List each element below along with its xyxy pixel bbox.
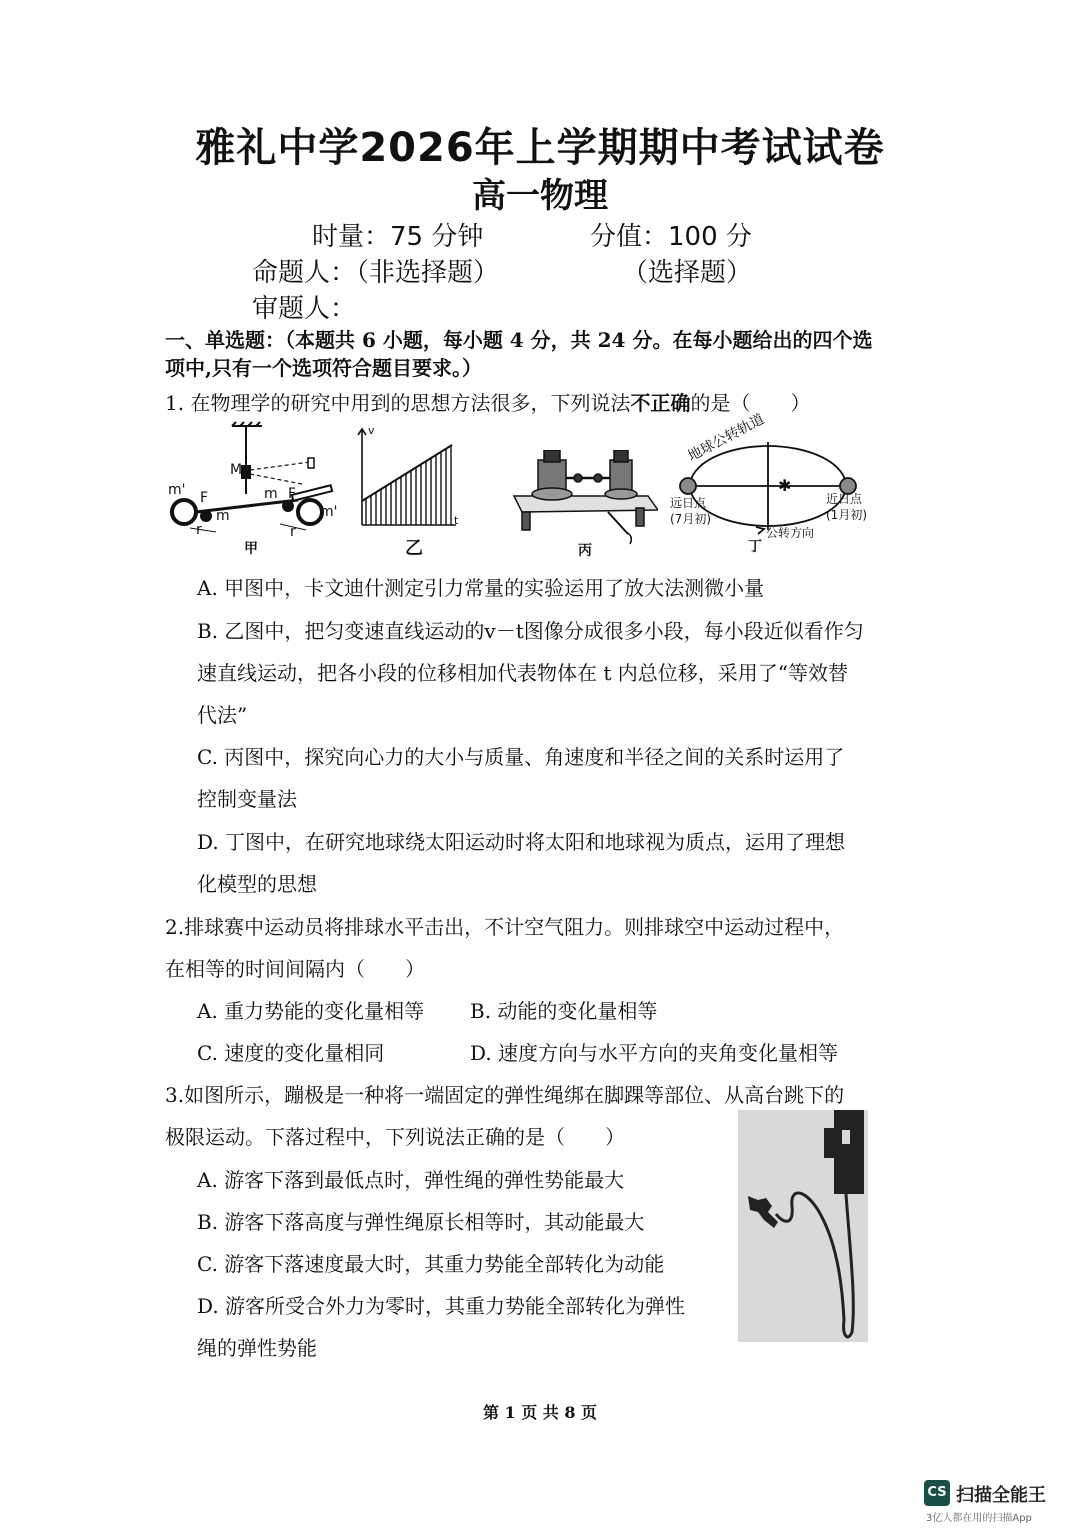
question-1-option-b-line3: 代法” bbox=[197, 703, 248, 727]
question-1-option-d-line1: D. 丁图中，在研究地球绕太阳运动时将太阳和地球视为质点，运用了理想 bbox=[197, 830, 846, 854]
exam-total-score: 分值：100 分 bbox=[590, 222, 752, 252]
figure-jia-force-right: F bbox=[288, 486, 297, 502]
question-2-option-b: B. 动能的变化量相等 bbox=[470, 999, 658, 1023]
figure-bing-centripetal-apparatus bbox=[508, 450, 658, 550]
figure-jia-force-left: F bbox=[200, 490, 209, 506]
figure-yi-axis-v: v bbox=[368, 424, 375, 437]
camscanner-logo-icon: CS bbox=[924, 1480, 950, 1506]
question-3-stem-line2: 极限运动。下落过程中，下列说法正确的是（ ） bbox=[165, 1125, 625, 1149]
question-1-option-c-line2: 控制变量法 bbox=[197, 787, 297, 811]
question-2-option-d: D. 速度方向与水平方向的夹角变化量相等 bbox=[470, 1041, 839, 1065]
figure-ding-perihelion-time: (1月初) bbox=[826, 508, 867, 522]
exam-subject: 高一物理 bbox=[472, 176, 608, 216]
camscanner-slogan: 3亿人都在用的扫描App bbox=[926, 1513, 1032, 1524]
question-2-option-a: A. 重力势能的变化量相等 bbox=[197, 999, 425, 1023]
question-1-option-a: A. 甲图中，卡文迪什测定引力常量的实验运用了放大法测微小量 bbox=[197, 576, 765, 600]
question-1-stem bbox=[165, 387, 810, 416]
figure-ding-orbit-label: 地球公转轨道 bbox=[685, 411, 768, 465]
question-1-stem-a: 1. 在物理学的研究中用到的思想方法很多，下列说法 bbox=[165, 391, 631, 415]
figure-ding-perihelion: 近日点 bbox=[826, 492, 863, 506]
exam-reviewer: 审题人： bbox=[252, 294, 357, 324]
figure-jia-radius-right: r bbox=[290, 524, 296, 540]
question-1-option-b-line1: B. 乙图中，把匀变速直线运动的v－t图像分成很多小段，每小段近似看作匀 bbox=[197, 619, 864, 643]
figure-ding-aphelion: 远日点 bbox=[670, 496, 707, 510]
exam-setter: 命题人：（非选择题） bbox=[252, 258, 500, 288]
figure-ding-direction: 公转方向 bbox=[766, 526, 815, 540]
exam-duration: 时量：75 分钟 bbox=[312, 222, 484, 252]
question-3-option-c: C. 游客下落速度最大时，其重力势能全部转化为动能 bbox=[197, 1252, 665, 1276]
figure-yi-label: 乙 bbox=[405, 538, 423, 559]
question-3-option-b: B. 游客下落高度与弹性绳原长相等时，其动能最大 bbox=[197, 1210, 645, 1234]
question-3-option-d-line2: 绳的弹性势能 bbox=[197, 1336, 317, 1360]
figure-jia-mass-small-right: m bbox=[264, 486, 278, 502]
figure-ding-label: 丁 bbox=[748, 539, 762, 555]
question-1-stem-emphasis: 不正确 bbox=[630, 391, 691, 415]
figure-jia-radius-left: r bbox=[196, 522, 202, 538]
section-heading-line2: 项中,只有一个选项符合题目要求。） bbox=[165, 356, 482, 380]
question-2-option-c: C. 速度的变化量相同 bbox=[197, 1041, 385, 1065]
figure-jia-label: 甲 bbox=[244, 541, 258, 557]
page-number: 第 1 页 共 8 页 bbox=[482, 1403, 598, 1422]
camscanner-name: 扫描全能王 bbox=[956, 1485, 1046, 1506]
figure-yi-axis-t: t bbox=[454, 514, 459, 527]
svg-text:✱: ✱ bbox=[778, 476, 792, 495]
figure-jia-mass-small-left: m bbox=[216, 508, 230, 524]
figure-jia-mass-big-left: m' bbox=[168, 482, 186, 498]
question-3-option-d-line1: D. 游客所受合外力为零时，其重力势能全部转化为弹性 bbox=[197, 1294, 686, 1318]
question-1-stem-b: 的是（ ） bbox=[690, 391, 811, 415]
figure-jia-mass-big-right: m' bbox=[320, 504, 338, 520]
question-2-stem-line1: 2.排球赛中运动员将排球水平击出，不计空气阻力。则排球空中运动过程中， bbox=[165, 915, 845, 939]
figure-bing-label: 丙 bbox=[578, 543, 592, 559]
question-1-option-c-line1: C. 丙图中，探究向心力的大小与质量、角速度和半径之间的关系时运用了 bbox=[197, 745, 845, 769]
figure-yi-vt-graph bbox=[352, 425, 462, 530]
section-heading-line1: 一、单选题：（本题共 6 小题，每小题 4 分，共 24 分。在每小题给出的四个选 bbox=[165, 328, 873, 352]
figure-jia-mirror-M: M bbox=[230, 462, 243, 478]
question-3-stem-line1: 3.如图所示，蹦极是一种将一端固定的弹性绳绑在脚踝等部位、从高台跳下的 bbox=[165, 1083, 845, 1107]
question-1-option-d-line2: 化模型的思想 bbox=[197, 872, 317, 896]
question-2-stem-line2: 在相等的时间间隔内（ ） bbox=[165, 957, 425, 981]
question-1-option-b-line2: 速直线运动，把各小段的位移相加代表物体在 t 内总位移，采用了“等效替 bbox=[197, 661, 848, 685]
exam-title: 雅礼中学2026年上学期期中考试试卷 bbox=[195, 125, 885, 171]
bungee-photo bbox=[738, 1110, 868, 1342]
question-3-option-a: A. 游客下落到最低点时，弹性绳的弹性势能最大 bbox=[197, 1168, 625, 1192]
figure-ding-aphelion-time: (7月初) bbox=[670, 512, 711, 526]
exam-setter-choice: （选择题） bbox=[622, 258, 753, 288]
